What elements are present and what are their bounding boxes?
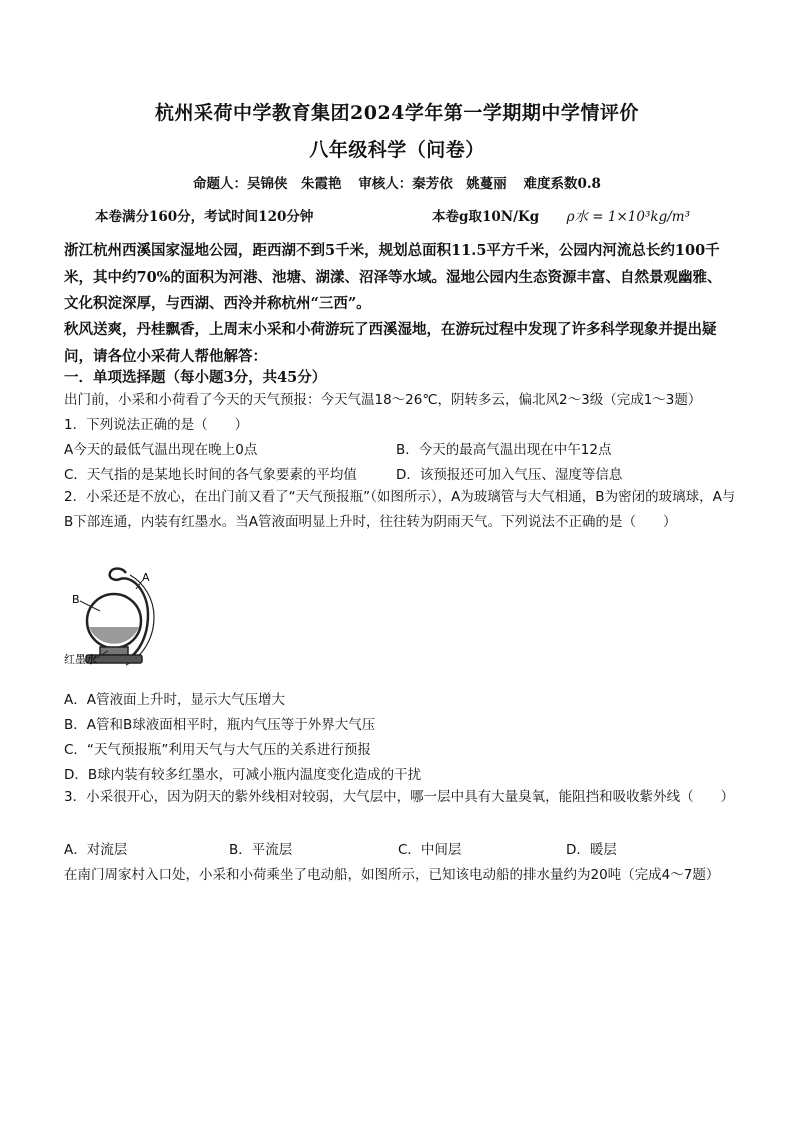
boat-context: 在南门周家村入口处，小采和小荷乘坐了电动船，如图所示，已知该电动船的排水量约为20吨（完成4～7题）: [64, 867, 720, 883]
q1-stem: 1．下列说法正确的是（ ）: [64, 417, 249, 433]
q3-option-a: A．对流层: [64, 842, 128, 858]
label-b: B: [72, 593, 80, 606]
q2-option-c: C．“天气预报瓶”利用天气与大气压的关系进行预报: [64, 742, 371, 758]
q2-stem: 2．小采还是不放心，在出门前又看了“天气预报瓶”（如图所示），A为玻璃管与大气相通，B为密闭的玻璃球，A与B下部连通，内装有红墨水。当A管液面明显上升时，往往转为阴雨天气。下列说法不正确的是（ ）: [64, 489, 736, 530]
water-density: ρ水 = 1×10³kg/m³: [566, 209, 690, 225]
reviewer: 审核人：秦芳依 姚蔓丽: [358, 176, 507, 192]
weather-bottle-figure: [64, 565, 174, 675]
weather-context: 出门前，小采和小荷看了今天的天气预报：今天气温18～26℃，阴转多云，偏北风2～3级（完成1～3题）: [64, 392, 702, 408]
q3-option-d: D．暖层: [566, 842, 617, 858]
q1-options-cd: [64, 466, 744, 484]
q1-option-d: D．该预报还可加入气压、湿度等信息: [396, 467, 623, 483]
q1-option-b: B．今天的最高气温出现在中午12点: [396, 442, 612, 458]
intro-paragraph-1: 浙江杭州西溪国家湿地公园，距西湖不到5千米，规划总面积11.5平方千米，公园内河流总长约100千米，其中约70%的面积为河港、池塘、湖漾、沼泽等水域。湿地公园内生态资源丰富、自然景观幽雅、文化积淀深厚，与西湖、西泠并称杭州“三西”。: [64, 242, 722, 312]
label-red-ink: 红墨水: [64, 653, 97, 666]
constants-info: [432, 205, 690, 225]
exam-title: 杭州采荷中学教育集团2024学年第一学期期中学情评价: [155, 102, 639, 124]
q1-options-ab: [64, 441, 744, 459]
q3-option-c: C．中间层: [398, 842, 462, 858]
section-heading: 一．单项选择题（每小题3分，共45分）: [64, 369, 327, 386]
difficulty: 难度系数0.8: [523, 176, 601, 192]
label-a: A: [142, 571, 150, 584]
q3-stem: 3．小采很开心，因为阴天的紫外线相对较弱，大气层中，哪一层中具有大量臭氧，能阻挡和吸收紫外线（ ）: [64, 789, 735, 805]
q1-option-c: C．天气指的是某地长时间的各气象要素的平均值: [64, 467, 357, 483]
intro-paragraph-2: 秋风送爽，丹桂飘香，上周末小采和小荷游玩了西溪湿地，在游玩过程中发现了许多科学现象并提出疑问，请各位小采荷人帮他解答：: [64, 321, 717, 365]
score-time-info: 本卷满分160分，考试时间120分钟: [95, 209, 314, 225]
exam-subtitle: 八年级科学（问卷）: [309, 139, 485, 161]
q2-option-b: B．A管和B球液面相平时，瓶内气压等于外界大气压: [64, 717, 376, 733]
setter: 命题人：吴锦侠 朱霞艳: [193, 176, 342, 192]
q2-option-a: A．A管液面上升时，显示大气压增大: [64, 692, 285, 708]
g-constant: 本卷g取10N/Kg: [432, 209, 540, 225]
q3-option-b: B．平流层: [229, 842, 293, 858]
authors-line: [0, 172, 794, 192]
q1-option-a: A今天的最低气温出现在晚上0点: [64, 442, 258, 458]
bottle-neck: [100, 647, 128, 655]
q2-option-d: D．B球内装有较多红墨水，可减小瓶内温度变化造成的干扰: [64, 767, 422, 783]
